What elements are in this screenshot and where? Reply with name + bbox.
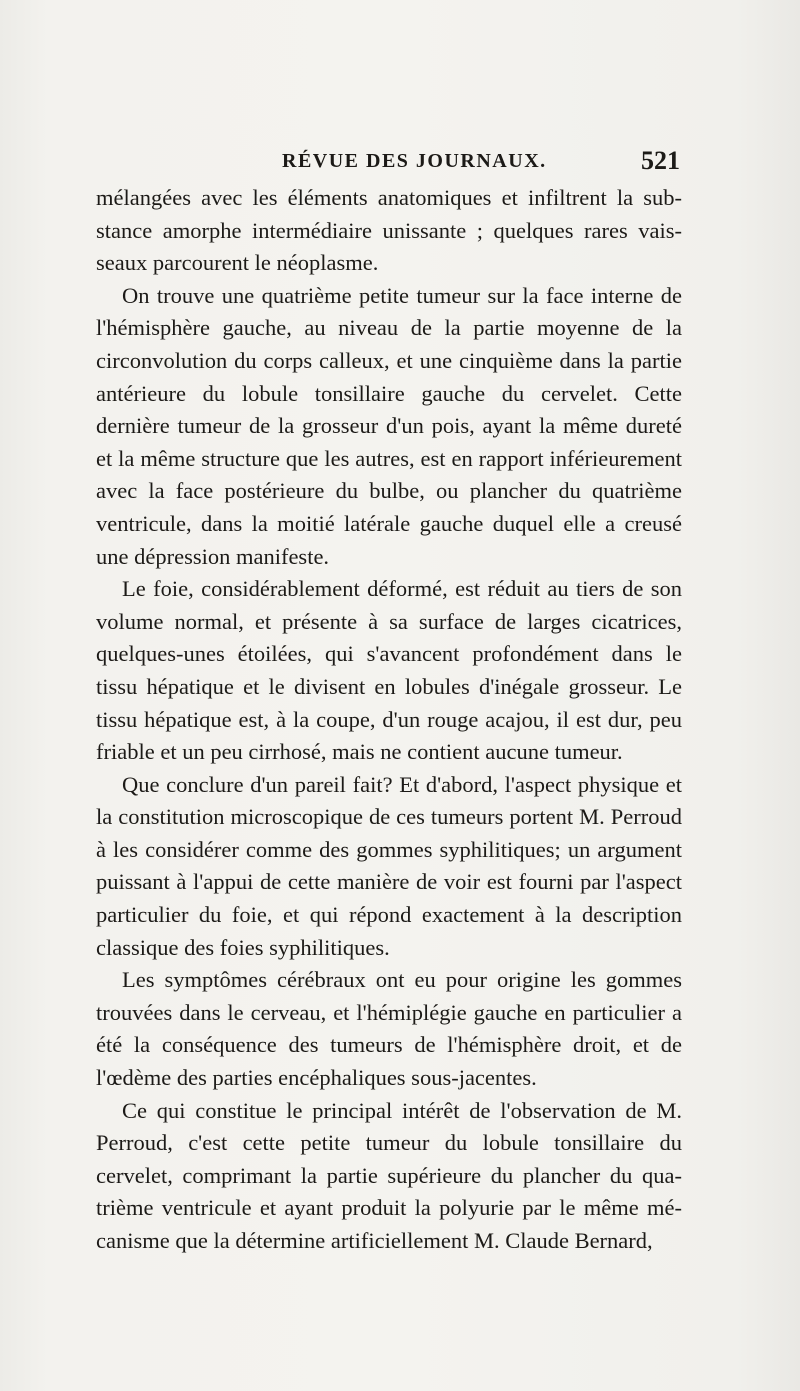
page-number: 521 [641,146,680,175]
paragraph-liver: Le foie, considérablement déformé, est réduit au tiers de son volume normal, et présente à sa surface de larges cicatrices, quelques-unes étoilées, qui s'avancent profondément dans le tissu hépatique et le divisent en lobules d'inégale grosseur. Le tissu hépatique est, à la coupe, d'un rouge acajou, il est dur, peu friable et un peu cirrhosé, mais ne contient aucune tumeur. [96,576,682,765]
body-text [96,182,682,1258]
paragraph-conclusion: Que conclure d'un pareil fait? Et d'abord, l'aspect physique et la constitution microscopique de ces tumeurs portent M. Perroud à les considérer comme des gommes syphilitiques; un argument puissant à l'appui de cette manière de voir est fourni par l'aspect particulier du foie, et qui répond exactement à la description classique des foies syphilitiques. [96,771,682,960]
paragraph-interest: Ce qui constitue le principal intérêt de l'observation de M. Perroud, c'est cette petite tumeur du lobule tonsillaire du cervelet, comprimant la partie supérieure du plancher du quatrième ventricule et ayant produit la polyurie par le même mécanisme que la détermine artificiellement M. Claude Bernard, [96,1097,682,1253]
paragraph-fourth-tumour: On trouve une quatrième petite tumeur sur la face interne de l'hémisphère gauche, au niveau de la partie moyenne de la circonvolution du corps calleux, et une cinquième dans la partie antérieure du lobule tonsillaire gauche du cervelet. Cette dernière tumeur de la grosseur d'un pois, ayant la même dureté et la même structure que les autres, est en rapport inférieurement avec la face postérieure du bulbe, ou plancher du quatrième ventricule, dans la moitié latérale gauche duquel elle a creusé une dépression manifeste. [96,282,682,569]
running-title: RÉVUE DES JOURNAUX. [282,150,547,172]
page-header [96,146,680,180]
paragraph-symptoms: Les symptômes cérébraux ont eu pour origine les gommes trouvées dans le cerveau, et l'hémiplégie gauche en particulier a été la conséquence des tumeurs de l'hémisphère droit, et de l'œdème des parties encéphaliques sous-jacentes. [96,967,682,1091]
paragraph-continuation: mélangées avec les éléments anatomiques et infiltrent la substance amorphe intermédiaire unissante ; quelques rares vaisseaux parcourent le néoplasme. [96,185,682,276]
